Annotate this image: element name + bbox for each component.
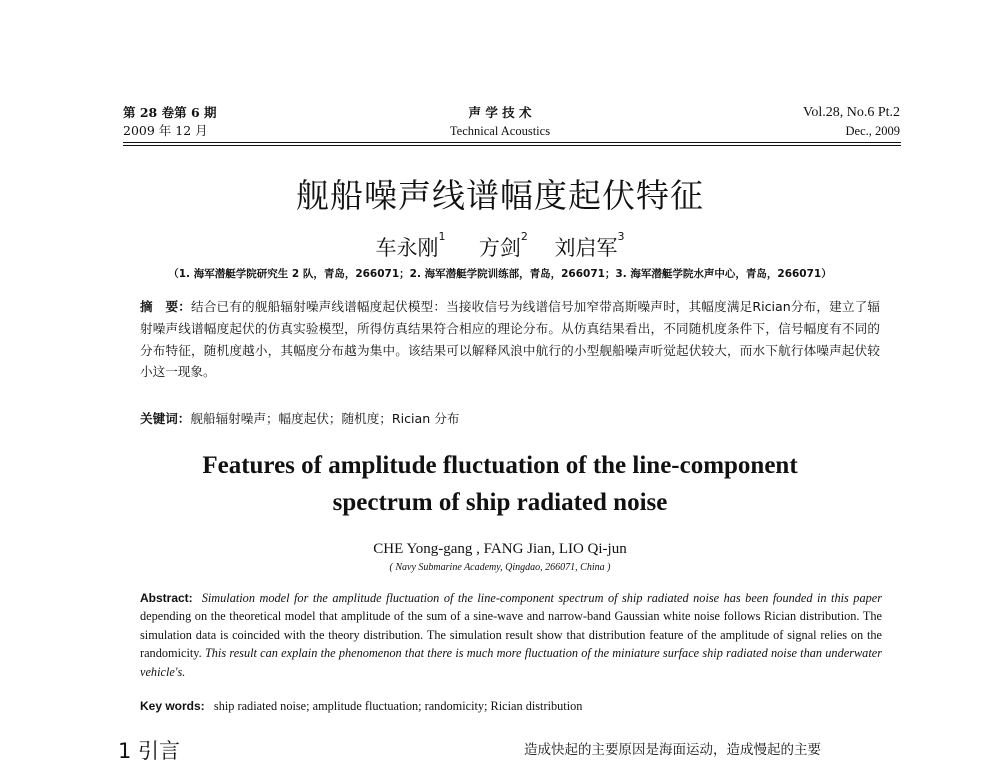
- abstract-en-part3: This result can explain the phenomenon that there is much more fluctuation of the miniature surface ship radiated noise than underwater vehicle's.: [140, 646, 882, 679]
- abstract-cn-label: 摘 要：: [140, 299, 192, 314]
- paper-title-en-line2: spectrum of ship radiated noise: [332, 489, 668, 516]
- header-rule-bottom: [123, 145, 901, 146]
- keywords-en: [140, 699, 882, 714]
- journal-volume-en: Vol.28, No.6 Pt.2: [803, 105, 900, 120]
- author-sup: 1: [438, 230, 446, 243]
- author-name: 车永刚: [375, 236, 439, 260]
- body-text-cn: 造成快起的主要原因是海面运动，造成慢起的主要: [524, 742, 821, 758]
- abstract-en-part2: depending on the theoretical model that amplitude of the sum of a sine-wave and narrow-band Gaussian white noise follows Rician distribution. The simulation data is coincided with the theory distribution. The simulation result show that distribution feature of the amplitude of signal relies on the randomicity.: [140, 609, 882, 661]
- keywords-cn: [140, 408, 880, 427]
- journal-name-en: Technical Acoustics: [449, 124, 551, 138]
- paper-title-en-line1: Features of amplitude fluctuation of the line-component: [202, 452, 798, 479]
- keywords-en-label: Key words:: [140, 699, 205, 713]
- abstract-en: [140, 589, 882, 681]
- author-sup: 2: [520, 230, 528, 243]
- affiliation-cn: （1. 海军潜艇学院研究生 2 队，青岛，266071；2. 海军潜艇学院训练部，青岛，266071；3. 海军潜艇学院水声中心，青岛，266071）: [168, 268, 832, 280]
- abstract-cn: [140, 296, 880, 383]
- paper-title-en: [0, 447, 1000, 521]
- journal-volume-cn: 第 28 卷第 6 期: [123, 105, 217, 120]
- author-sup: 3: [617, 230, 625, 243]
- keywords-cn-label: 关键词：: [140, 411, 191, 426]
- abstract-cn-text: 结合已有的舰船辐射噪声线谱幅度起伏模型：当接收信号为线谱信号加窄带高斯噪声时，其幅度满足Rician分布，建立了辐射噪声线谱幅度起伏的仿真实验模型，所得仿真结果符合相应的理论分布。从仿真结果看出，不同随机度条件下，信号幅度有不同的分布特征，随机度越小，其幅度分布越为集中。该结果可以解释风浪中航行的小型舰船噪声听觉起伏较大，而水下航行体噪声起伏较小这一现象。: [140, 299, 881, 380]
- abstract-en-label: Abstract:: [140, 591, 193, 605]
- keywords-en-text: ship radiated noise; amplitude fluctuation; randomicity; Rician distribution: [213, 699, 583, 713]
- paper-title-cn: 舰船噪声线谱幅度起伏特征: [296, 176, 704, 215]
- journal-date-cn: 2009 年 12 月: [123, 123, 208, 138]
- author-name: 刘启军: [554, 236, 618, 260]
- header-rule-top: [123, 142, 901, 143]
- authors-en: CHE Yong-gang , FANG Jian, LIO Qi-jun: [373, 541, 627, 557]
- affiliation-en: ( Navy Submarine Academy, Qingdao, 266071, China ): [389, 562, 611, 573]
- section-heading: 1 引言: [118, 739, 181, 763]
- abstract-en-part1: Simulation model for the amplitude fluctuation of the line-component spectrum of ship radiated noise has been founded in this paper: [201, 591, 883, 605]
- journal-name-cn: 声 学 技 术: [468, 105, 532, 120]
- authors-cn: [0, 232, 1000, 262]
- keywords-cn-text: 舰船辐射噪声；幅度起伏；随机度；Rician 分布: [190, 411, 460, 426]
- journal-date-en: Dec., 2009: [845, 124, 900, 138]
- author-name: 方剑: [478, 236, 521, 260]
